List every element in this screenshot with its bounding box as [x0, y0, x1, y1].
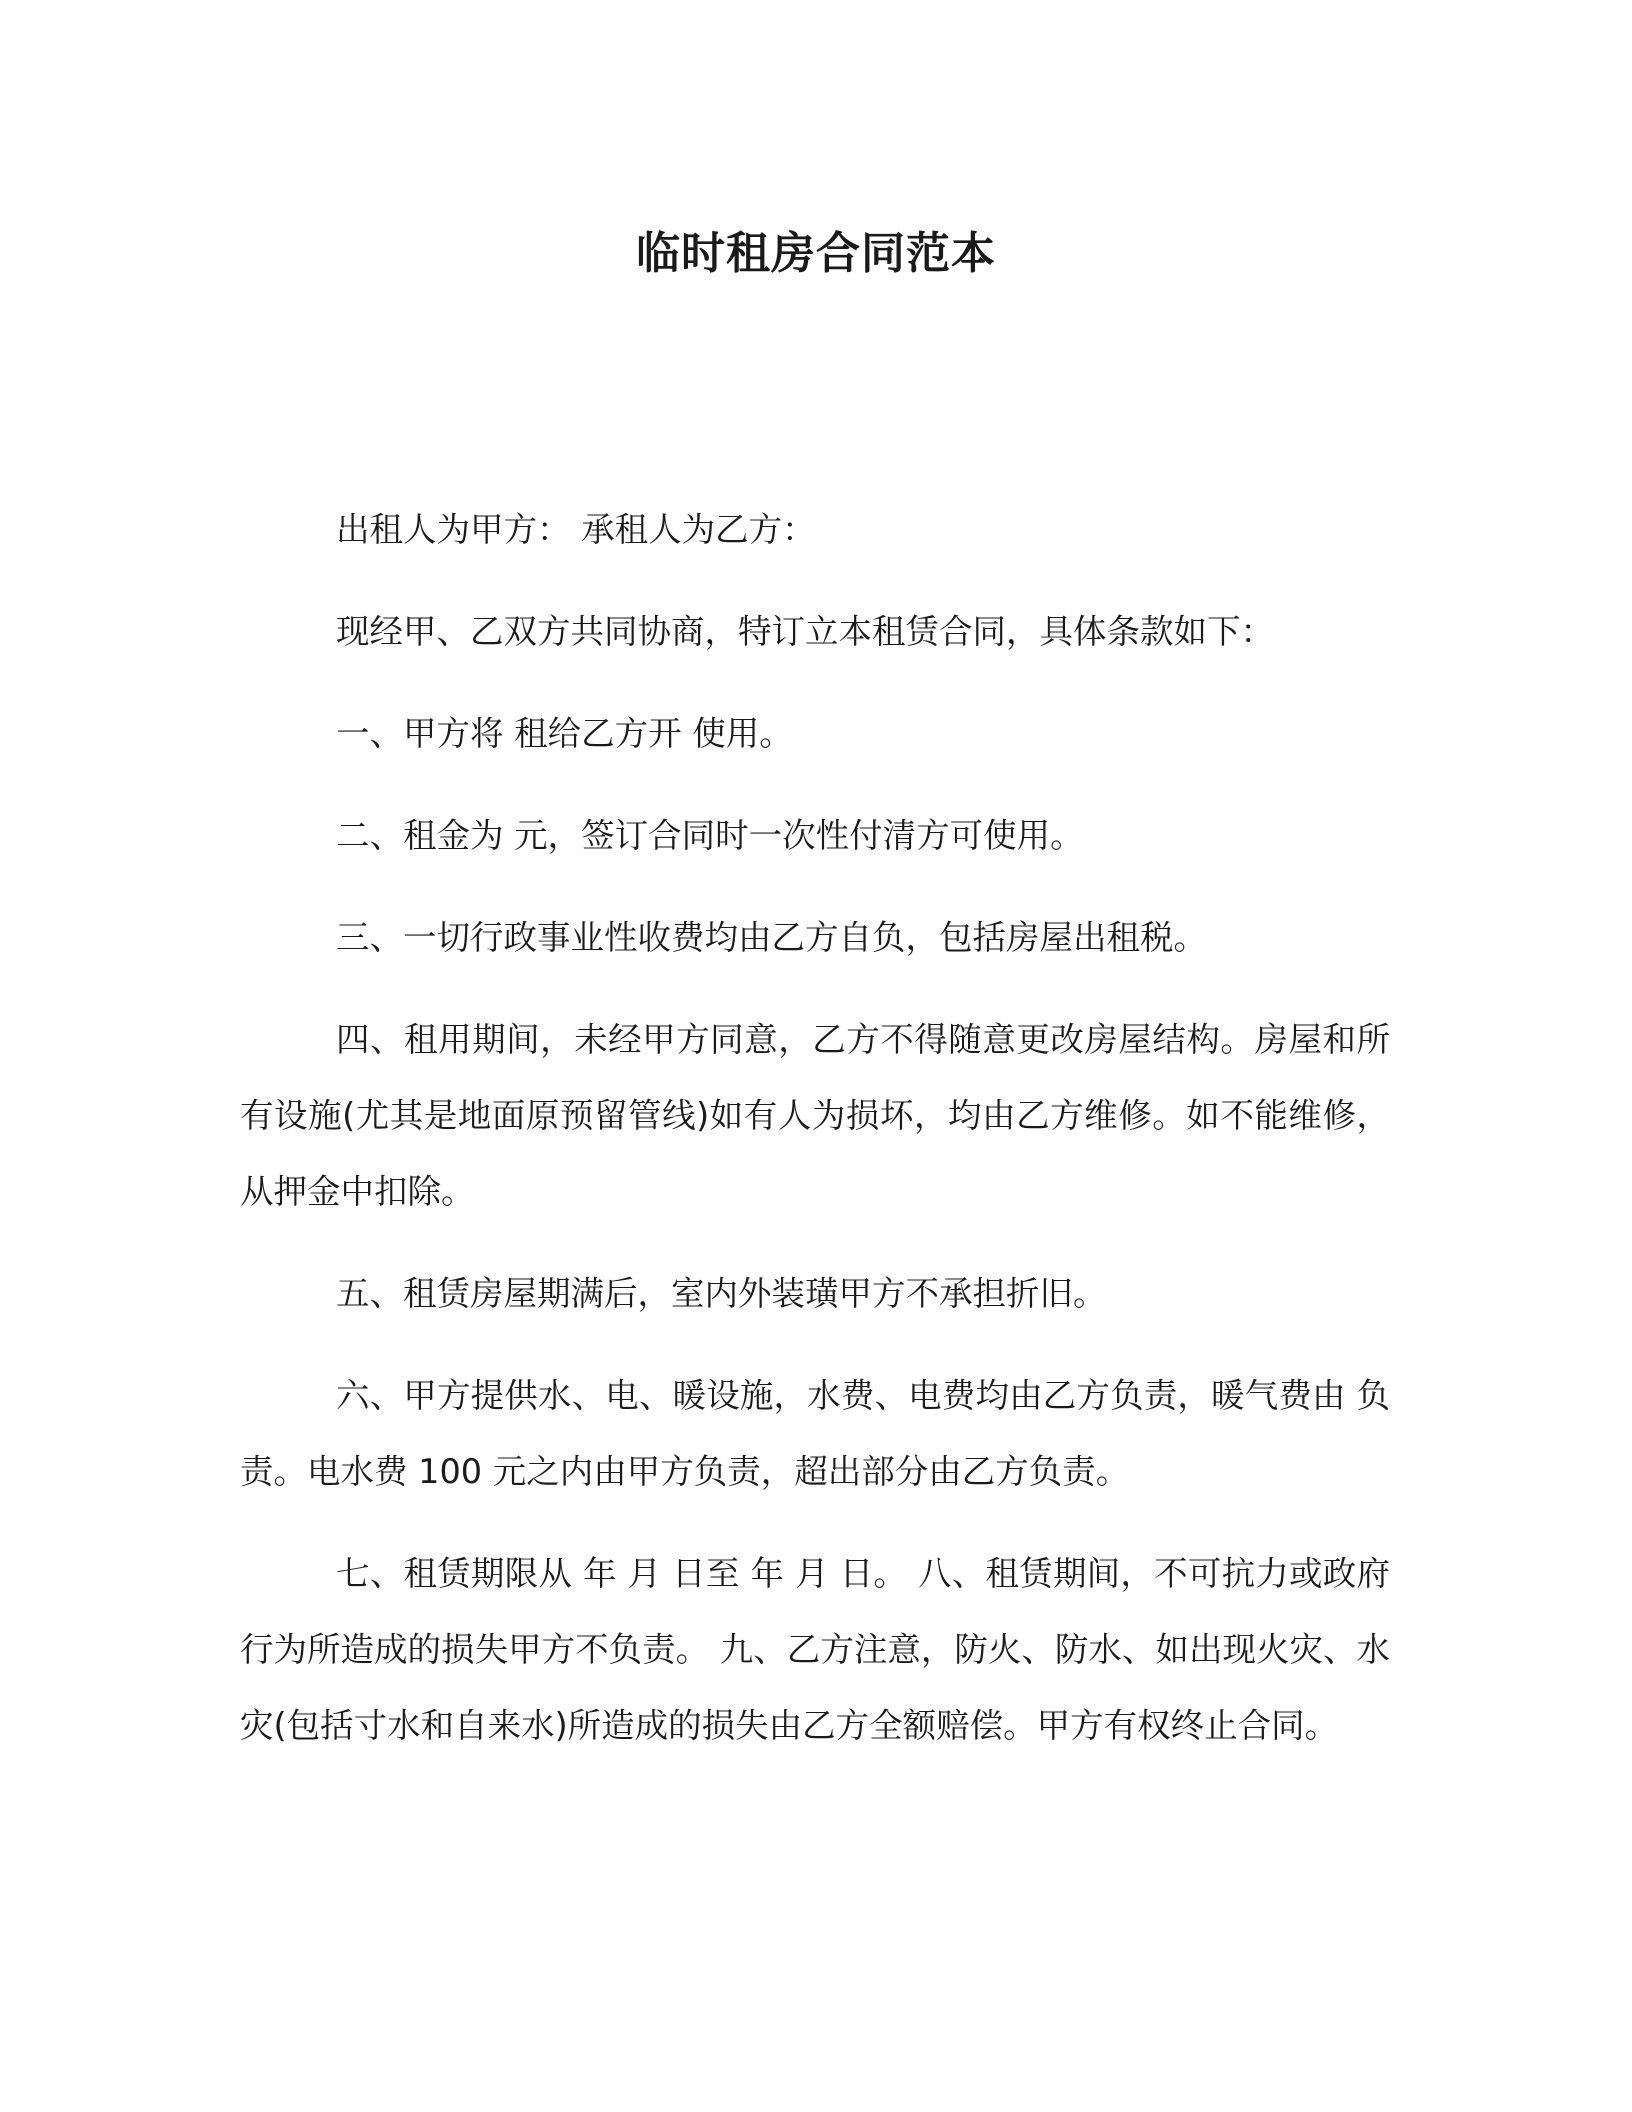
paragraph-clause-7-9: 七、租赁期限从 年 月 日至 年 月 日。 八、租赁期间，不可抗力或政府行为所造成的损失甲方不负责。 九、乙方注意，防火、防水、如出现火灾、水灾(包括寸水和自来水)所造成的损失由乙方全额赔偿。甲方有权终止合同。: [240, 1554, 1390, 1745]
paragraph-clause-1: 一、甲方将 租给乙方开 使用。: [336, 714, 793, 753]
paragraph-clause-2: 二、租金为 元，签订合同时一次性付清方可使用。: [336, 816, 1084, 855]
paragraph-clause-6: 六、甲方提供水、电、暖设施，水费、电费均由乙方负责，暖气费由 负责。电水费 100 元之内由甲方负责，超出部分由乙方负责。: [240, 1376, 1390, 1491]
document-body: [240, 492, 1390, 1790]
paragraph-clause-4: 四、租用期间，未经甲方同意，乙方不得随意更改房屋结构。房屋和所有设施(尤其是地面原预留管线)如有人为损坏，均由乙方维修。如不能维修，从押金中扣除。: [240, 1020, 1390, 1211]
paragraph-clause-5: 五、租赁房屋期满后，室内外装璜甲方不承担折旧。: [336, 1274, 1107, 1313]
paragraph-clause-3: 三、一切行政事业性收费均由乙方自负，包括房屋出租税。: [336, 918, 1207, 957]
paragraph-intro: 现经甲、乙双方共同协商，特订立本租赁合同，具体条款如下：: [336, 612, 1274, 651]
paragraph-parties: 出租人为甲方： 承租人为乙方：: [336, 510, 816, 549]
document-title: 临时租房合同范本: [636, 228, 996, 279]
